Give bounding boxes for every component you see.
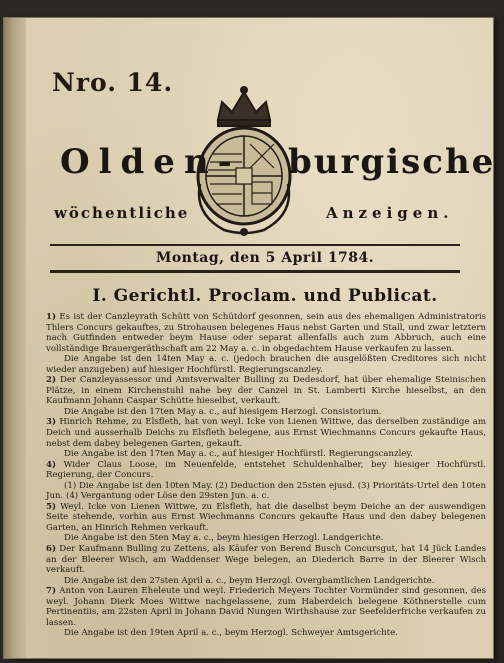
entry-text: Es ist der Canzleyrath Schütt von Schütdorf gesonnen, sein aus des ehemaligen Administratoris Thlers Concurs gekauftes, zu Strohausen belegenes Haus nebst Garten und Stall, und zwar letztern nach Gutfinden entweder beym Hause oder separat allenfalls auch zum Abbruch, auch eine vollständige Brauergeräthschaft am 22 May a. c. in obgedachtem Hause verkaufen zu lassen.: [46, 312, 487, 354]
entry-number: 1): [46, 312, 57, 322]
notice-entry: [46, 417, 486, 459]
masthead: [26, 18, 496, 258]
entry-number: 2): [46, 375, 57, 386]
notice-entry: [46, 586, 486, 639]
entry-number: 7): [46, 586, 57, 597]
title-right: burgische: [288, 142, 496, 182]
subtitle-left: wöchentliche: [54, 204, 190, 222]
entry-number: 6): [46, 544, 57, 555]
notice-entry: [46, 460, 486, 502]
entry-note: Die Angabe ist den 19ten April a. c., beym Herzogl. Schweyer Amtsgerichte.: [64, 628, 398, 639]
issue-number: Nro. 14.: [52, 68, 174, 97]
bottom-rule: [50, 270, 460, 273]
notice-entry: [46, 312, 486, 375]
entry-text: Hinrich Rehme, zu Elsfleth, hat von weyl. Icke von Lienen Wittwe, das derselben zuständige am Deich und ausserhalb Deichs zu Elsfleth belegene, aus Ernst Wiechmanns Concurs gekaufte Haus, nebst dem dabey belegenen Garten, gekauft.: [46, 417, 487, 449]
dateline: Montag, den 5 April 1784.: [155, 250, 375, 266]
top-rule: [50, 244, 460, 246]
entry-text: Anton von Lauren Eheleute und weyl. Friederich Meyers Tochter Vormünder sind gesonnen, des weyl. Johann Dierk Moes Wittwe nachgelassene, zum Haberdeich belegene Köthnerstelle cum Pertinentiis, am 22sten April in Johann David Nungen Wirthshause zur Seefelderfriche verkaufen zu lassen.: [46, 586, 486, 628]
entry-note: Die Angabe ist den 5ten May a. c., beym hiesigen Herzogl. Landgerichte.: [64, 533, 384, 544]
entry-text: Weyl. Icke von Lienen Wittwe, zu Elsfleth, hat die daselbst beym Deiche an der auswendigen Seite stehende, vorhin aus Ernst Wiechmanns Concurs gekaufte Haus und den dabey belegenen Garten, an Hinrich Rehmen verkauft.: [46, 501, 486, 533]
subtitle-right: Anzeigen.: [326, 204, 454, 222]
entry-number: 4): [46, 459, 57, 470]
entry-note: Die Angabe ist den 27sten April a. c., beym Herzogl. Overgbamtlichen Landgerichte.: [64, 575, 435, 586]
entry-note: Die Angabe ist den 17ten May a. c., auf hiesiger Hochfürstl. Regierungscanzley.: [64, 449, 413, 460]
entry-text: Der Kaufmann Bulling zu Zettens, als Käufer von Berend Busch Concursgut, hat 14 Jück Landes an der Bleerer Wisch, am Waddenser Wege belegen, an Diederich Barre in der Bleerer Wisch verkauft.: [46, 544, 486, 576]
title-left: Olden-: [60, 142, 241, 182]
entry-note: (1) Die Angabe ist den 10ten May. (2) Deduction den 25sten ejusd. (3) Prioritäts-Urtel den 10ten Jun. (4) Vergantung oder Löse den 29sten Jun. a. c.: [46, 480, 486, 502]
newspaper-page: [4, 18, 496, 658]
entry-text: Der Canzleyassessor und Amtsverwalter Bulling zu Dedesdorf, hat über ehemalige Steinischen Plätze, in einem Kirchenstuhl nahe bey der Canzel in St. Lamberti Kirche hieselbst, an den Kaufmann Johann Caspar Schütte hieselbst, verkauft.: [46, 375, 486, 407]
notice-entry: [46, 544, 486, 586]
notice-entry: [46, 375, 486, 417]
entry-text: Wider Claus Loose, im Neuenfelde, entstehet Schuldenhalber, bey hiesiger Hochfürstl. Regierung, der Concurs.: [46, 459, 486, 481]
entry-number: 5): [46, 501, 57, 512]
section-heading: I. Gerichtl. Proclam. und Publicat.: [92, 286, 438, 306]
notice-entry: [46, 502, 486, 544]
entry-number: 3): [46, 417, 57, 428]
paper-sheet: [26, 18, 496, 658]
notices-body: [46, 312, 486, 639]
entry-note: Die Angabe ist den 14ten May a. c. (jedoch brauchen die ausgelößten Creditores sich nicht wieder anzugeben) auf hiesiger Hochfürstl. Regierungscanzley.: [46, 354, 486, 375]
binding-edge: [4, 18, 26, 658]
entry-note: Die Angabe ist den 17ten May a. c., auf hiesigem Herzogl. Consistorium.: [64, 406, 382, 417]
